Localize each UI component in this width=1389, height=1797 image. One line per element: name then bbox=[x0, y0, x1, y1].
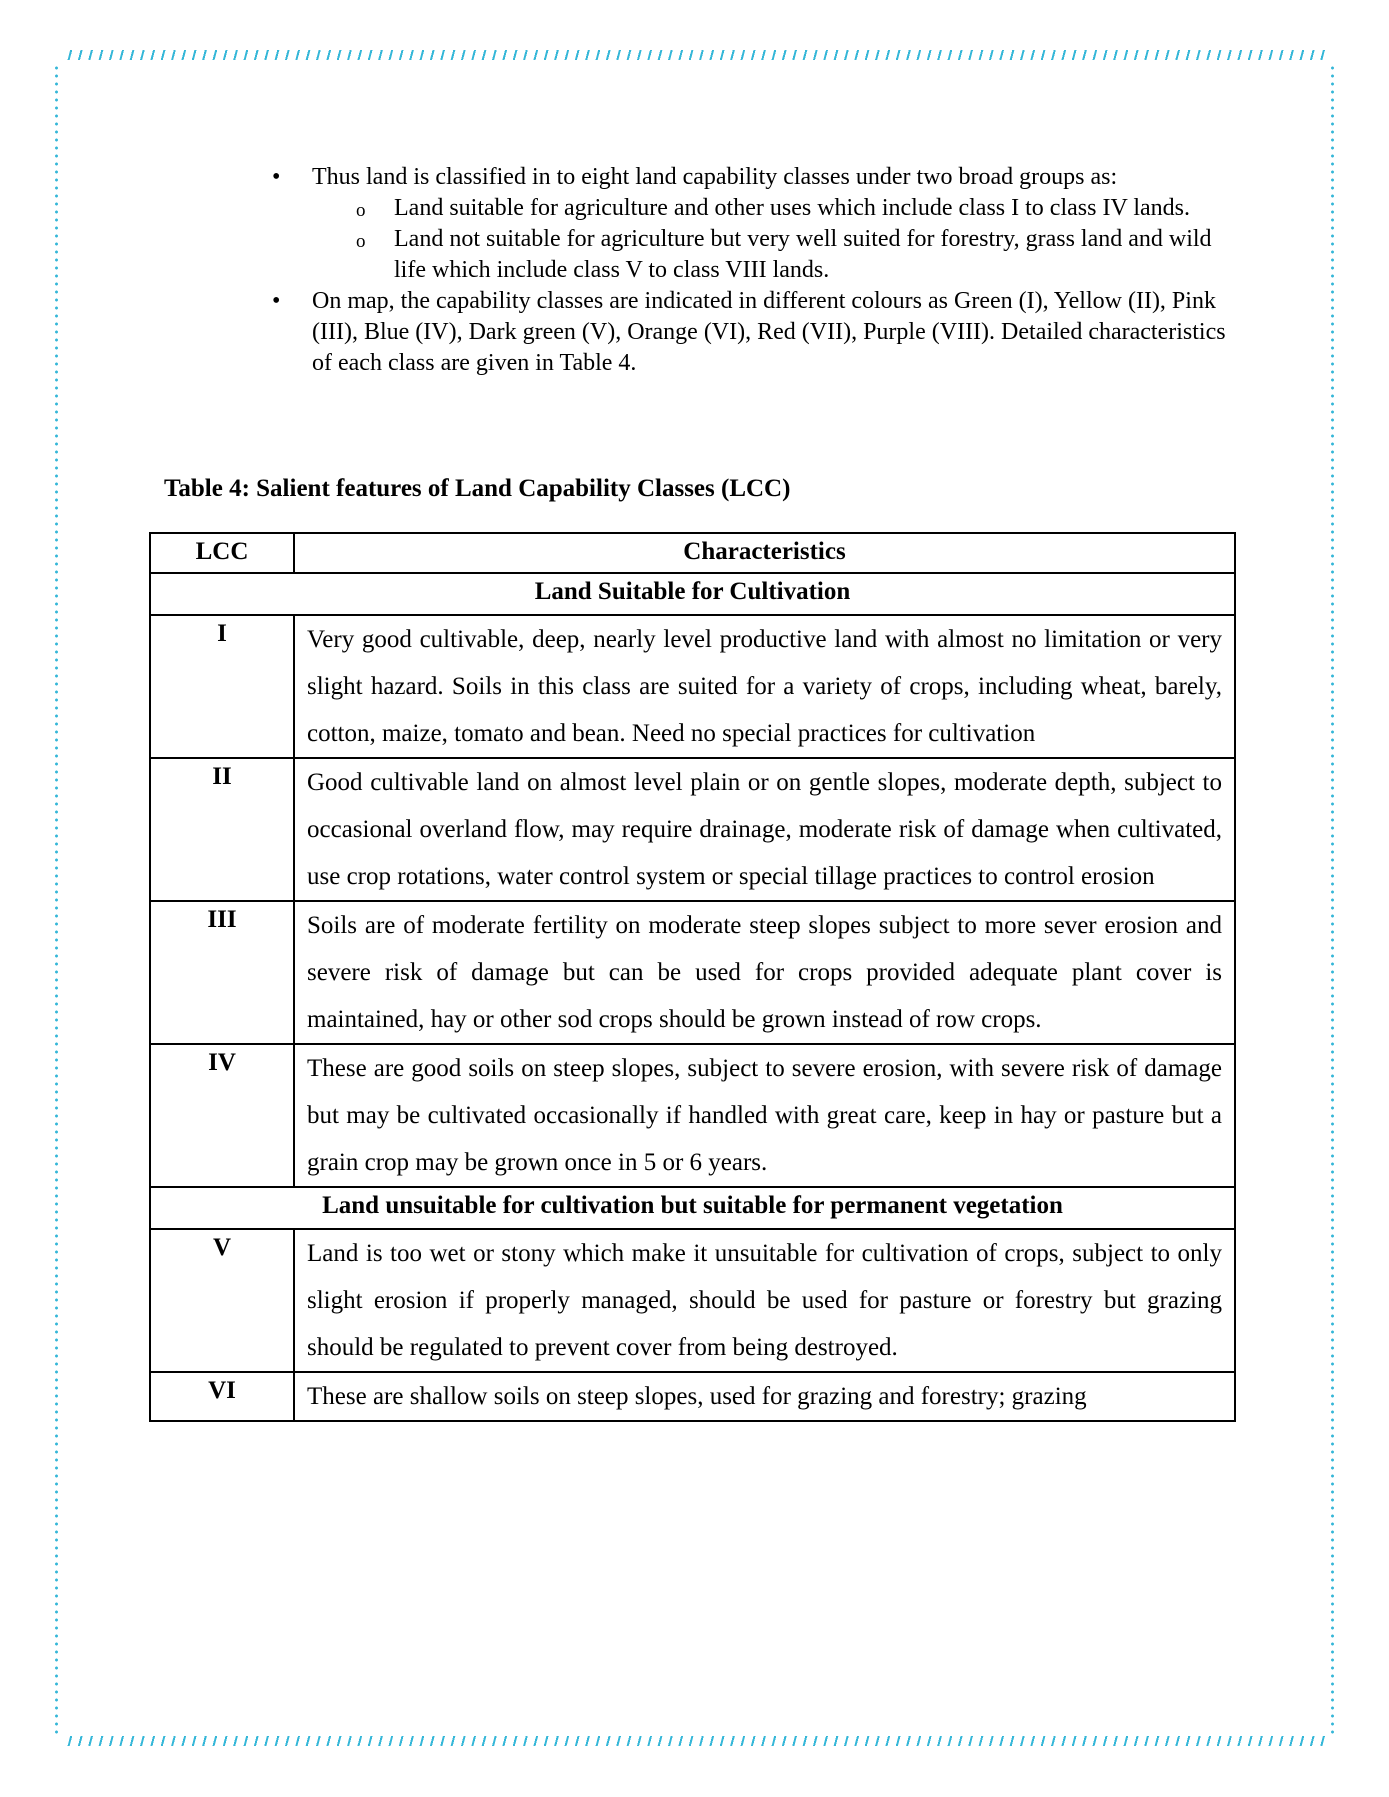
class-cell: IV bbox=[150, 1044, 294, 1187]
group-row bbox=[150, 1187, 1235, 1229]
bullet-text: On map, the capability classes are indicated in different colours as Green (I), Yellow (II), Pink (III), Blue (IV), Dark green (V), Orange (VI), Red (VII), Purple (VIII). Detailed characteristics of each class are given in Table 4. bbox=[312, 288, 1226, 376]
description-cell: These are good soils on steep slopes, subject to severe erosion, with severe risk of damage but may be cultivated occasionally if handled with great care, keep in hay or pasture but a grain crop may be grown once in 5 or 6 years. bbox=[294, 1044, 1235, 1187]
table-header-row bbox=[150, 533, 1235, 573]
table-row bbox=[150, 1044, 1235, 1187]
group-heading: Land Suitable for Cultivation bbox=[150, 573, 1235, 615]
header-lcc: LCC bbox=[150, 533, 294, 573]
class-cell: VI bbox=[150, 1372, 294, 1421]
sub-item: o Land suitable for agriculture and other uses which include class I to class IV lands. bbox=[394, 193, 1232, 224]
page-border-top bbox=[64, 50, 1326, 60]
description-cell: These are shallow soils on steep slopes, used for grazing and forestry; grazing bbox=[294, 1372, 1235, 1421]
bullet-item bbox=[312, 286, 1232, 379]
class-cell: V bbox=[150, 1229, 294, 1372]
sub-item: o Land not suitable for agriculture but very well suited for forestry, grass land and wild life which include class V to class VIII lands. bbox=[394, 224, 1232, 286]
page-border-bottom bbox=[64, 1736, 1326, 1746]
class-cell: I bbox=[150, 615, 294, 758]
lcc-table bbox=[149, 532, 1236, 1422]
table-row bbox=[150, 901, 1235, 1044]
description-cell: Very good cultivable, deep, nearly level productive land with almost no limitation or very slight hazard. Soils in this class are suited for a variety of crops, including wheat, barely, cotton, maize, tomato and bean. Need no special practices for cultivation bbox=[294, 615, 1235, 758]
page-border-right bbox=[1331, 64, 1334, 1734]
table-row bbox=[150, 1372, 1235, 1421]
table-caption: Table 4: Salient features of Land Capability Classes (LCC) bbox=[164, 475, 791, 502]
description-cell: Soils are of moderate fertility on moderate steep slopes subject to more sever erosion and severe risk of damage but can be used for crops provided adequate plant cover is maintained, hay or other sod crops should be grown instead of row crops. bbox=[294, 901, 1235, 1044]
bullet-list bbox=[312, 162, 1232, 379]
table-row bbox=[150, 758, 1235, 901]
group-row bbox=[150, 573, 1235, 615]
description-cell: Land is too wet or stony which make it unsuitable for cultivation of crops, subject to only slight erosion if properly managed, should be used for pasture or forestry but grazing should be regulated to prevent cover from being destroyed. bbox=[294, 1229, 1235, 1372]
table-row bbox=[150, 615, 1235, 758]
header-characteristics: Characteristics bbox=[294, 533, 1235, 573]
bullet-item bbox=[312, 162, 1232, 286]
table-row bbox=[150, 1229, 1235, 1372]
class-cell: III bbox=[150, 901, 294, 1044]
description-cell: Good cultivable land on almost level plain or on gentle slopes, moderate depth, subject to occasional overland flow, may require drainage, moderate risk of damage when cultivated, use crop rotations, water control system or special tillage practices to control erosion bbox=[294, 758, 1235, 901]
bullet-text: Thus land is classified in to eight land capability classes under two broad groups as: bbox=[312, 164, 1118, 190]
sub-list bbox=[312, 193, 1232, 286]
group-heading: Land unsuitable for cultivation but suitable for permanent vegetation bbox=[150, 1187, 1235, 1229]
class-cell: II bbox=[150, 758, 294, 901]
page-border-left bbox=[55, 64, 58, 1734]
